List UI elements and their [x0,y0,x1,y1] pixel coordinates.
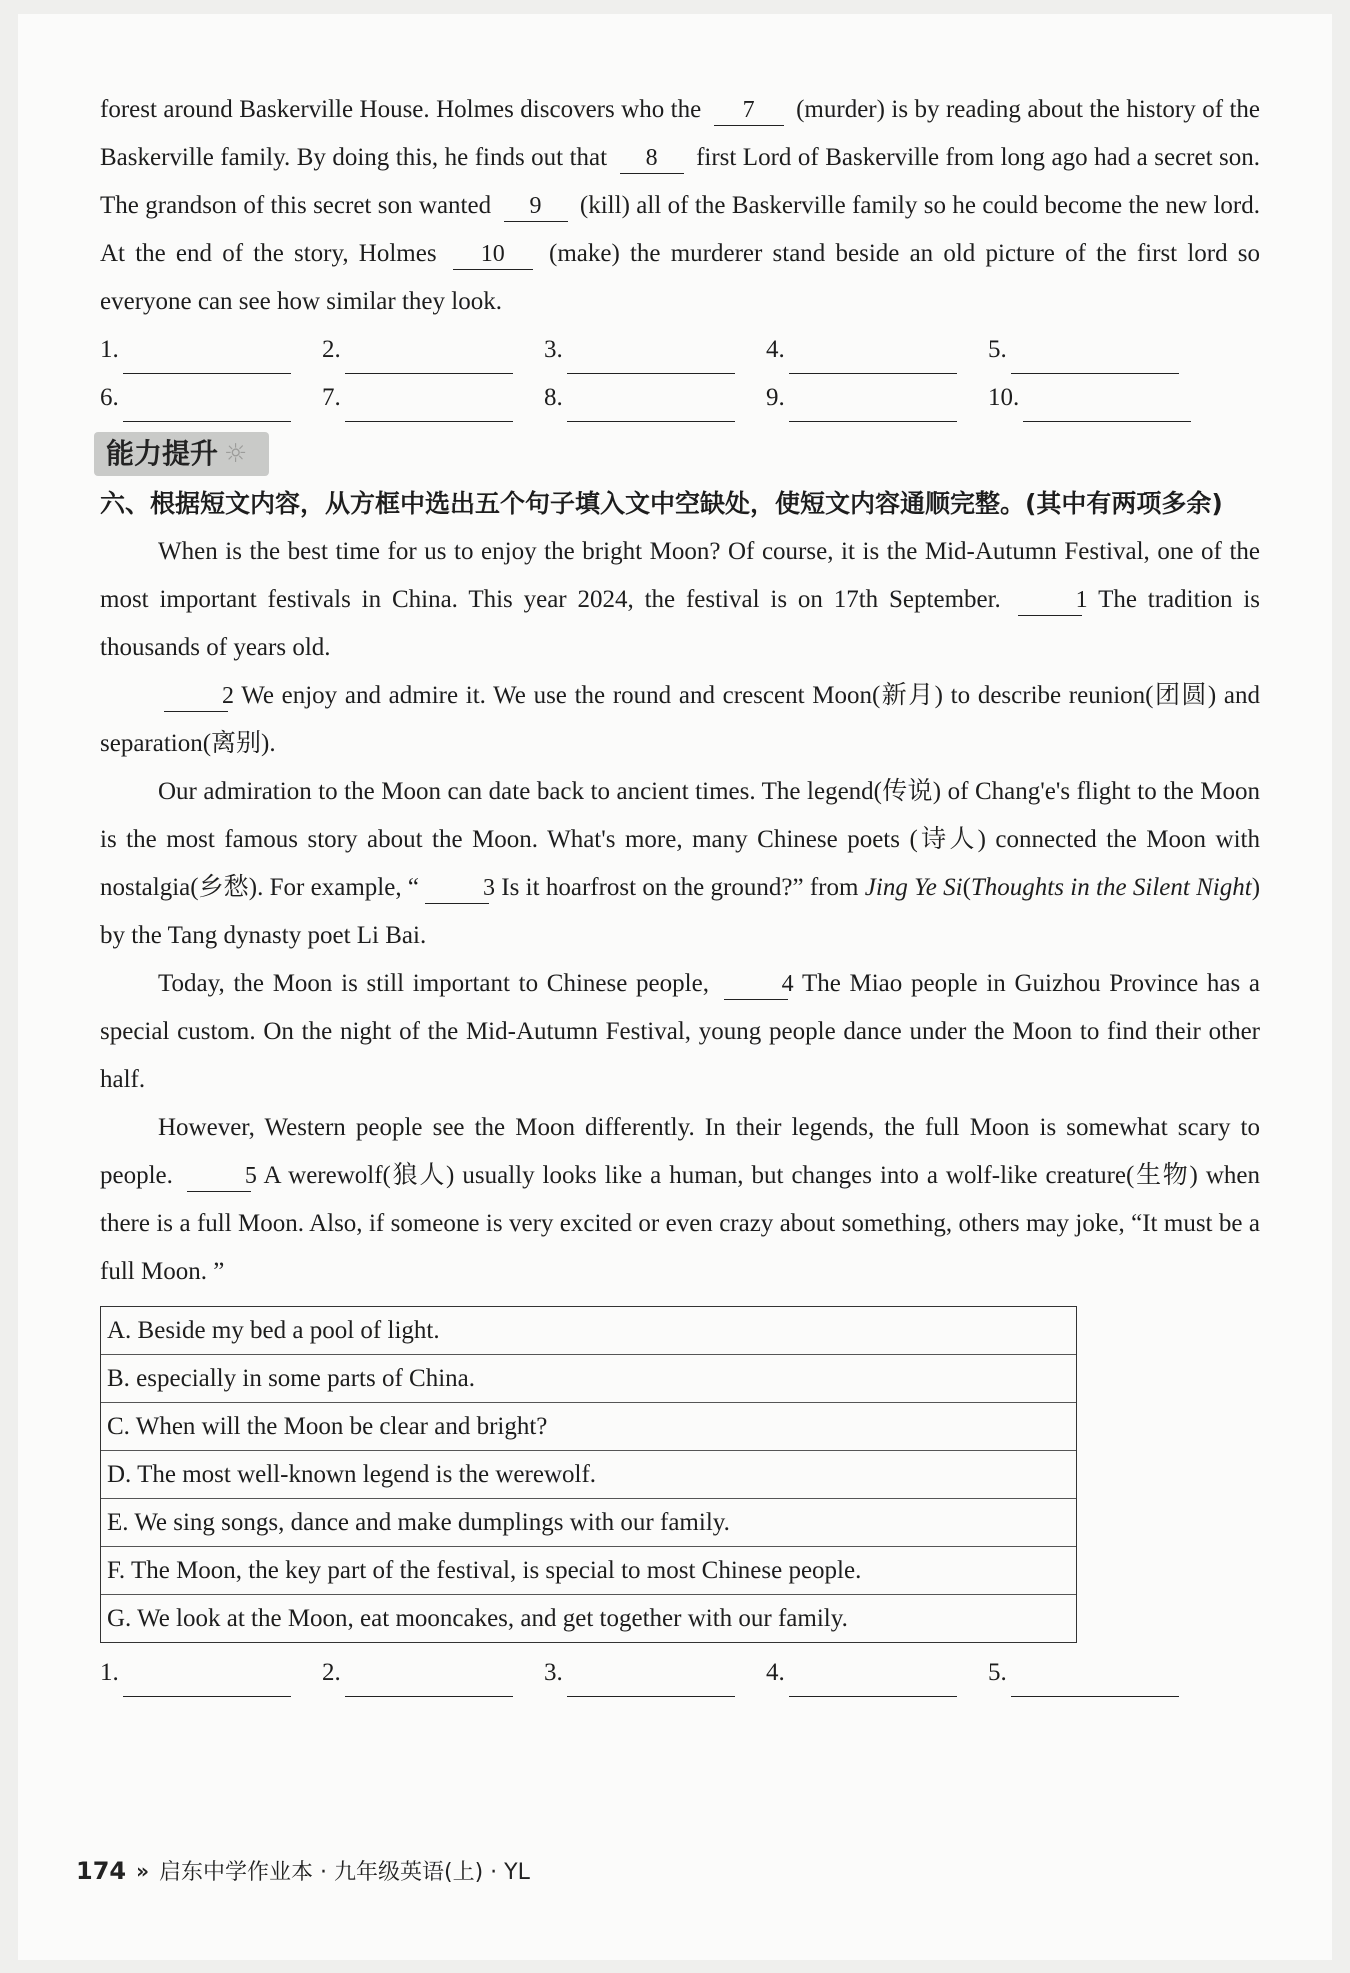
answer-slot[interactable] [100,326,322,374]
answer-number: 9. [766,384,785,411]
passage-text: However, Western people see the Moon differently. In their legends, the full Moon is somewhat scary to people. [100,1114,1260,1189]
blank-3[interactable]: 3 [425,873,489,904]
answer-slot[interactable] [100,1649,322,1697]
answer-slot[interactable] [322,1649,544,1697]
answer-lines-bottom [100,1649,1260,1697]
paragraph-3 [100,768,1260,960]
passage-text: forest around Baskerville House. Holmes discovers who the [100,96,702,123]
answer-line[interactable] [123,391,291,422]
answer-slot[interactable] [988,326,1210,374]
page-footer [76,1855,530,1886]
answer-line[interactable] [123,1666,291,1697]
passage-baskerville [100,86,1260,326]
option-d: D. The most well-known legend is the werewolf. [101,1451,1076,1499]
option-b: B. especially in some parts of China. [101,1355,1076,1403]
options-box [100,1306,1077,1643]
passage-text: ( [962,874,971,901]
double-chevron-icon: » [136,1858,150,1883]
book-title: 启东中学作业本 · 九年级英语(上) · YL [159,1860,530,1885]
answer-line[interactable] [345,343,513,374]
blank-1[interactable]: 1 [1018,585,1082,616]
passage-text: We enjoy and admire it. We use the round and crescent Moon(新月) to describe reunion(团圆) and separation(离别). [100,682,1260,757]
passage-text: (make) the murderer stand beside an old picture of the first lord so everyone can see how similar they look. [100,240,1261,315]
answer-slot[interactable] [766,326,988,374]
answer-line[interactable] [345,391,513,422]
blank-5[interactable]: 5 [187,1161,251,1192]
passage-text: Is it hoarfrost on the ground?” from [501,874,859,901]
paragraph-2 [100,672,1260,768]
passage-text: Today, the Moon is still important to Chinese people, [158,970,709,997]
answer-slot[interactable] [988,1649,1210,1697]
answer-number: 1. [100,336,119,363]
answer-slot[interactable] [766,374,988,422]
answer-number: 7. [322,384,341,411]
answer-line[interactable] [123,343,291,374]
paragraph-5 [100,1104,1260,1296]
answer-slot[interactable] [322,374,544,422]
answer-line[interactable] [345,1666,513,1697]
page-content [100,86,1260,1697]
option-a: A. Beside my bed a pool of light. [101,1307,1076,1355]
answer-line[interactable] [1011,343,1179,374]
answer-line[interactable] [789,391,957,422]
answer-number: 3. [544,1659,563,1686]
answer-line[interactable] [1023,391,1191,422]
answer-line[interactable] [1011,1666,1179,1697]
answer-number: 4. [766,336,785,363]
paragraph-4 [100,960,1260,1104]
answer-number: 1. [100,1659,119,1686]
page-number: 174 [76,1856,127,1885]
passage-text: ) by the Tang dynasty poet Li Bai. [100,874,1261,949]
answer-number: 6. [100,384,119,411]
answer-lines-top [100,326,1260,422]
option-g: G. We look at the Moon, eat mooncakes, and get together with our family. [107,1605,848,1632]
passage-text: first Lord of Baskerville from long ago had a secret son. The grandson of this secret son wanted [100,144,1260,219]
answer-line[interactable] [567,343,735,374]
passage-text: A werewolf(狼人) usually looks like a human, but changes into a wolf-like creature(生物) when there is a full Moon. Also, if someone is very excited or even crazy about something, others may joke, “It must be a full Moon. ” [100,1162,1260,1285]
answer-slot[interactable] [544,326,766,374]
answer-slot[interactable] [322,326,544,374]
passage-text: (kill) all of the Baskerville family so he could become the new lord. At the end of the story, Holmes [100,192,1260,267]
answer-line[interactable] [789,1666,957,1697]
answer-line[interactable] [789,343,957,374]
lightbulb-icon: ☼ [224,439,248,469]
section-badge-label: 能力提升 [106,437,219,470]
answer-number: 3. [544,336,563,363]
passage-text: The Miao people in Guizhou Province has a special custom. On the night of the Mid-Autumn Festival, young people dance under the Moon to find their other half. [100,970,1260,1093]
paragraph-1 [100,528,1260,672]
answer-slot[interactable] [766,1649,988,1697]
answer-number: 4. [766,1659,785,1686]
task-instruction: 六、根据短文内容，从方框中选出五个句子填入文中空缺处，使短文内容通顺完整。(其中有两项多余) [100,489,1223,518]
passage-text: (murder) is by reading about the history of the Baskerville family. By doing this, he finds out that [100,96,1261,171]
answer-number: 5. [988,336,1007,363]
option-c: C. When will the Moon be clear and bright? [101,1403,1076,1451]
blank-2[interactable]: 2 [164,681,228,712]
answer-slot[interactable] [544,374,766,422]
blank-4[interactable]: 4 [724,969,788,1000]
poem-title-english: Thoughts in the Silent Night [970,874,1252,901]
section-badge [94,432,269,476]
option-f: F. The Moon, the key part of the festival, is special to most Chinese people. [101,1547,1076,1595]
answer-number: 2. [322,336,341,363]
blank-10[interactable]: 10 [453,239,533,270]
passage-text: Our admiration to the Moon can date back to ancient times. The legend(传说) of Chang'e's flight to the Moon is the most famous story about the Moon. What's more, many Chinese poets (诗人) connected the Moon with nostalgia(乡愁). For example, “ [100,778,1260,901]
blank-9[interactable]: 9 [504,191,568,222]
answer-line[interactable] [567,391,735,422]
answer-slot[interactable] [988,374,1210,422]
passage-text: The tradition is thousands of years old. [100,586,1260,661]
answer-line[interactable] [567,1666,735,1697]
answer-slot[interactable] [100,374,322,422]
passage-text: When is the best time for us to enjoy the bright Moon? Of course, it is the Mid-Autumn Festival, one of the most important festivals in China. This year 2024, the festival is on 17th September. [100,538,1260,613]
option-e: E. We sing songs, dance and make dumplings with our family. [101,1499,1076,1547]
answer-number: 8. [544,384,563,411]
answer-number: 2. [322,1659,341,1686]
answer-number: 5. [988,1659,1007,1686]
blank-7[interactable]: 7 [714,95,784,126]
poem-title: Jing Ye Si [864,874,963,901]
blank-8[interactable]: 8 [620,143,684,174]
answer-number: 10. [988,384,1020,411]
answer-slot[interactable] [544,1649,766,1697]
